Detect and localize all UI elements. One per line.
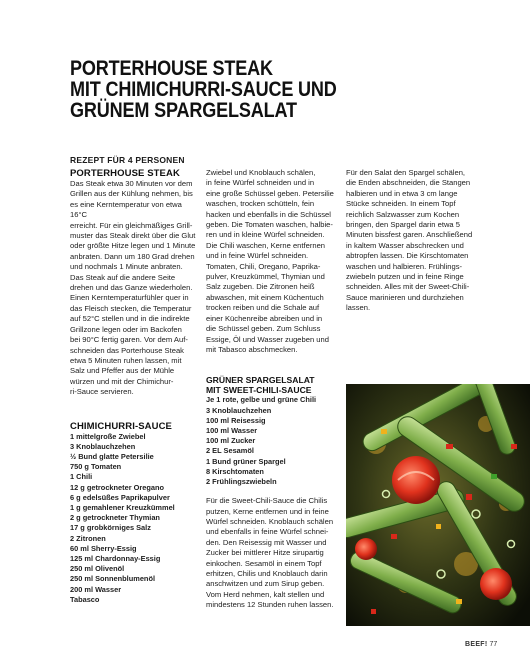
title-line: PORTERHOUSE STEAK bbox=[70, 56, 273, 80]
chimichurri-heading: CHIMICHURRI-SAUCE bbox=[70, 420, 172, 432]
recipe-title bbox=[70, 58, 423, 121]
title-line: MIT CHIMICHURRI-SAUCE UND bbox=[70, 77, 337, 101]
ingredient-item: 3 Knoblauchzehen bbox=[206, 405, 272, 415]
ingredient-item: 6 g edelsüßes Paprikapulver bbox=[70, 492, 170, 502]
ingredient-item: 2 EL Sesamöl bbox=[206, 446, 254, 456]
ingredient-item: Je 1 rote, gelbe und grüne Chili bbox=[206, 395, 317, 405]
ingredient-item: 2 Zitronen bbox=[70, 533, 106, 543]
ingredient-item: 250 ml Olivenöl bbox=[70, 564, 125, 574]
spargel-subheading: MIT SWEET-CHILI-SAUCE bbox=[206, 385, 312, 396]
ingredient-item: 1 mittelgroße Zwiebel bbox=[70, 431, 146, 441]
ingredient-item: 3 Knoblauchzehen bbox=[70, 441, 136, 451]
ingredient-item: 250 ml Sonnenblumenöl bbox=[70, 574, 156, 584]
ingredient-item: 1 Chili bbox=[70, 472, 93, 482]
food-photo-illustration bbox=[346, 384, 530, 626]
chimichurri-instructions: Zwiebel und Knoblauch schälen, in feine Würfel schneiden und in eine große Schüssel geben. Petersilie waschen, trocken schütteln, fein hacken und ebenfalls in die Schüssel geben. Die Tomaten waschen, halbie- ren und in kleine Würfel schneiden. Die Chili waschen, Kerne entfernen und in feine Würfel schneiden. Tomaten, Chili, Oregano, Paprika- pulver, Kreuzkümmel, Thymian und Salz zugeben. Die Zitronen heiß abwaschen, mit einem Küchentuch trocken reiben und die Schale auf einer Küchenreibe abreiben und in die Schüssel geben. Zum Schluss Essige, Öl und Wasser zugeben und mit Tabasco abschmecken. bbox=[206, 168, 334, 354]
page-number: 77 bbox=[489, 641, 498, 648]
salad-instructions: Für den Salat den Spargel schälen, die Enden abschneiden, die Stangen halbieren und in etwa 3 cm lange Stücke schneiden. In einem Topf reichlich Salzwasser zum Kochen bringen, den Spargel darin etwa 5 Minuten bissfest garen. Anschließend in kaltem Wasser abschrecken und abtropfen lassen. Die Kirschtomaten waschen und halbieren. Frühlings- zwiebeln putzen und in feine Ringe schneiden. Alles mit der Sweet-Chili- Sauce marinieren und durchziehen lassen. bbox=[346, 168, 473, 313]
ingredient-item: 2 g getrockneter Thymian bbox=[70, 513, 160, 523]
title-line: GRÜNEM SPARGELSALAT bbox=[70, 98, 297, 122]
ingredient-item: 1 Bund grüner Spargel bbox=[206, 456, 286, 466]
column-1 bbox=[70, 168, 200, 605]
column-2 bbox=[206, 168, 336, 611]
spargel-heading: GRÜNER SPARGELSALAT bbox=[206, 375, 315, 386]
ingredient-item: 100 ml Wasser bbox=[206, 425, 258, 435]
ingredient-item: 8 Kirschtomaten bbox=[206, 466, 264, 476]
ingredient-item: 100 ml Zucker bbox=[206, 436, 256, 446]
ingredient-item: 100 ml Reisessig bbox=[206, 415, 266, 425]
spargel-ingredients bbox=[206, 395, 336, 487]
steak-heading: PORTERHOUSE STEAK bbox=[70, 168, 180, 179]
ingredient-item: 12 g getrockneter Oregano bbox=[70, 482, 165, 492]
ingredient-item: 200 ml Wasser bbox=[70, 584, 122, 594]
ingredient-item: 750 g Tomaten bbox=[70, 462, 122, 472]
ingredient-item: 60 ml Sherry-Essig bbox=[70, 543, 137, 553]
servings-label: REZEPT FÜR 4 PERSONEN bbox=[70, 155, 185, 165]
ingredient-item: 17 g grobkörniges Salz bbox=[70, 523, 151, 533]
page-footer bbox=[465, 641, 497, 648]
magazine-brand: BEEF! bbox=[465, 641, 488, 648]
steak-instructions: Das Steak etwa 30 Minuten vor dem Grillen aus der Kühlung nehmen, bis es eine Kerntemperatur von etwa 16°C erreicht. Für ein gleichmäßiges Grill- muster das Steak direkt über die Glut oder größte Hitze legen und 1 Minute anbraten. Dann um 180 Grad drehen und nochmals 1 Minute anbraten. Das Steak auf die andere Seite drehen und das Ganze wiederholen. Einen Kerntemperaturfühler quer in das Fleisch stecken, die Temperatur auf 52°C stellen und in die indirekte Grillzone legen oder im Backofen bei 90°C fertig garen. Vor dem Auf- schneiden das Porterhouse Steak etwa 5 Minuten ruhen lassen, mit Salz und Pfeffer aus der Mühle würzen und mit der Chimichur- ri-Sauce servieren. bbox=[70, 179, 196, 397]
ingredient-item: ½ Bund glatte Petersilie bbox=[70, 451, 154, 461]
ingredient-item: 1 g gemahlener Kreuzkümmel bbox=[70, 502, 175, 512]
sweet-chili-instructions: Für die Sweet-Chili-Sauce die Chilis putzen, Kerne entfernen und in feine Würfel schneiden. Knoblauch schälen und ebenfalls in feine Würfel schnei- den. Den Reisessig mit Wasser und Zucker bei mittlerer Hitze sirupartig einkochen. Sesamöl in einem Topf erhitzen, Chilis und Knoblauch darin anschwitzen und zum Sirup geben. Vom Herd nehmen, kalt stellen und mindestens 12 Stunden ruhen lassen. bbox=[206, 496, 334, 610]
column-3 bbox=[346, 168, 480, 314]
chimichurri-ingredients bbox=[70, 432, 200, 605]
ingredient-item: 2 Frühlingszwiebeln bbox=[206, 476, 277, 486]
ingredient-item: 125 ml Chardonnay-Essig bbox=[70, 553, 161, 563]
asparagus-salad-photo bbox=[346, 384, 530, 626]
ingredient-item: Tabasco bbox=[70, 594, 100, 604]
